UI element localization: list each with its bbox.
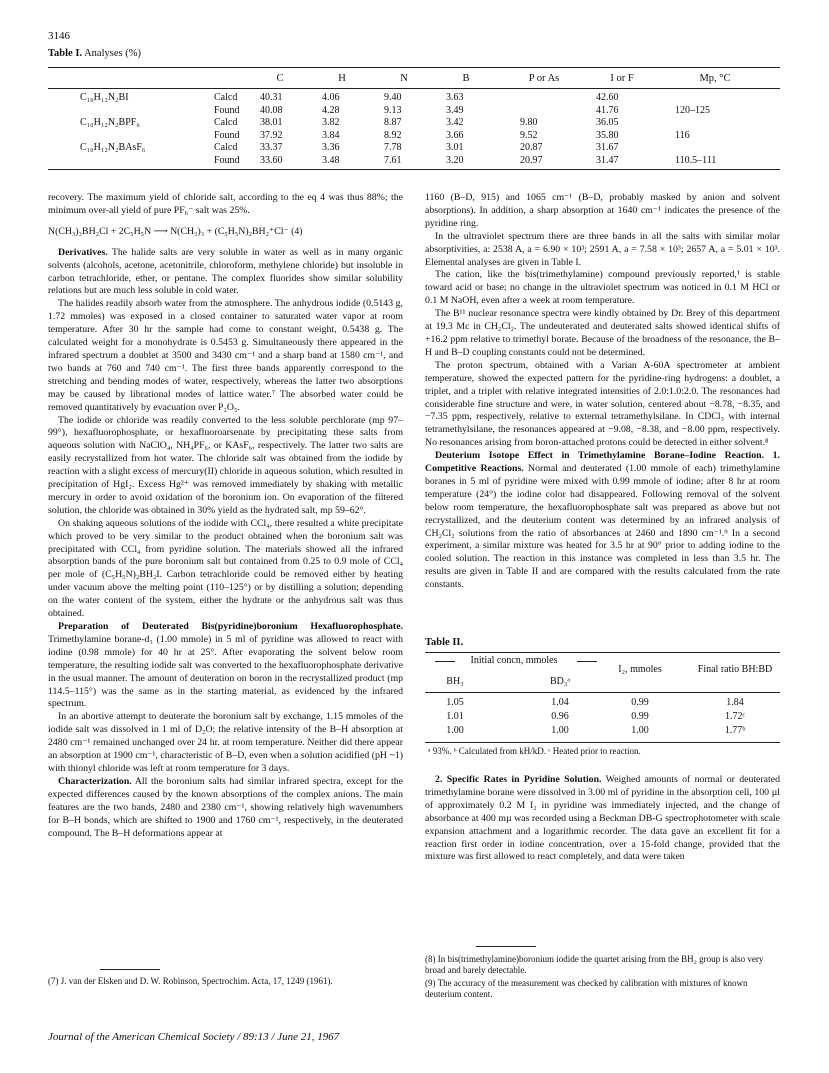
- table2-header-i2: I₂, mmoles: [618, 664, 662, 675]
- table1-row: [0, 105, 829, 117]
- table1-kind: Calcd: [214, 92, 238, 103]
- right-column-upper: [425, 192, 780, 592]
- table1-cell: 4.28: [322, 104, 340, 116]
- table2-cell: 1.77ᵇ: [724, 725, 746, 736]
- right-column-lower: [425, 774, 780, 864]
- table2-group-dash-right: [577, 661, 597, 662]
- table1-header-n: N: [400, 73, 408, 84]
- table1-cell: 38.01: [260, 117, 283, 128]
- table1-cell: 33.37: [260, 142, 283, 153]
- table2-cell: 0.99: [631, 711, 649, 722]
- left-footnote-rule: [100, 969, 160, 970]
- table2-cell: 1.72ᶜ: [724, 711, 746, 722]
- table1-cell: 110.5–111: [675, 154, 717, 166]
- table1-cell: 3.49: [446, 104, 464, 116]
- left-paragraph-perchlorate: The iodide or chloride was readily converted to the less soluble perchlorate (mp 97–99°), hexafluorophosphate, or hexafluoroarsenate by precipitating these salts from aqueous solution with NaClO₄, NH₄PF₆, or KAsF₆, respectively. The latter two salts are easily recrystallized from hot water. The chloride salt was obtained from the iodide by reaction with a slight excess of mercury(II) chloride in aqueous solution, which resulted in precipitation of HgI₂. Excess Hg²⁺ was removed immediately by shaking with metallic mercury in order to avoid oxidation of the boronium ion. On evaporation of the filtered solution, the chloride was obtained in 30% yield as the hydrated salt, mp 59–62°.: [48, 414, 403, 516]
- table1-cell: 31.67: [596, 142, 619, 153]
- table1-compound: C₁₀H₁₂N₂BPF₆: [80, 117, 140, 128]
- heading-isotope: Deuterium Isotope Effect in Trimethylamine Borane–Iodine Reaction. 1. Competitive Reactions.: [425, 450, 780, 475]
- table1-kind: Found: [214, 154, 240, 166]
- table1-header-mp: Mp, °C: [699, 73, 731, 84]
- table1-cell: 3.63: [446, 92, 464, 103]
- right-paragraph-cation: The cation, like the bis(trimethylamine) compound previously reported,¹ is stable toward acid or base; no change in the ultraviolet spectrum was noticed in 0.1 M HCl or 0.1 M NaOH, even after a week at room temperature.: [425, 269, 780, 307]
- table1-cell: 33.60: [260, 154, 283, 166]
- table1-cell: 3.42: [446, 117, 464, 128]
- table1-cell: 7.78: [384, 142, 402, 153]
- table1-cell: 20.97: [520, 154, 543, 166]
- table1-header-h: H: [338, 73, 346, 84]
- table1-header-i-or-f: I or F: [610, 73, 634, 84]
- left-paragraph-derivatives: [48, 247, 403, 299]
- text-preparation: Trimethylamine borane-d₃ (1.00 mmole) in 5 ml of pyridine was allowed to react with iodine (0.98 mmole) for 40 hr at 25°. After evaporating the solvent below room temperature, the resulting iodide salt was converted to the hexafluorophosphate derivative in the usual manner. The amount of deuteration on boron in the recrystallized product (mp 114.5–115°) was the same as in the starting material, as evidenced by the infrared spectrum.: [48, 633, 403, 710]
- table1-cell: 3.36: [322, 142, 340, 153]
- table1-kind: Calcd: [214, 117, 238, 128]
- table1-header-b: B: [462, 73, 470, 84]
- table1-caption-title: Analyses (%): [84, 48, 141, 59]
- table1-row: [0, 130, 829, 142]
- table2-footnotes: ᵃ 93%. ᵇ Calculated from kH/kD. ᶜ Heated prior to reaction.: [428, 746, 641, 756]
- table2-cell: 1.04: [551, 697, 569, 708]
- table1-row: [0, 155, 829, 167]
- table1-header-c: C: [276, 73, 284, 84]
- table1-cell: 9.13: [384, 104, 402, 116]
- table1-caption: [48, 48, 141, 59]
- table1-cell: 41.76: [596, 104, 619, 116]
- table2-caption: Table II.: [425, 637, 464, 648]
- table1-cell: 9.80: [520, 117, 538, 128]
- table1-kind: Found: [214, 104, 240, 116]
- right-paragraph-uv: In the ultraviolet spectrum there are three bands in all the salts with similar molar absorptivities, a: 2538 A, a = 6.90 × 10³; 2591 A, a = 7.58 × 10³; 2657 A, a = 5.01 × 10³. Elemental analyses are given in Table I.: [425, 230, 780, 268]
- table2-top-rule: [425, 652, 780, 653]
- equation-4: N(CH₃)₃BH₂Cl + 2C₅H₅N ⟶ N(CH₃)₃ + (C₅H₅N)₂BH₂⁺Cl⁻ (4): [48, 225, 303, 237]
- heading-derivatives: Derivatives.: [58, 246, 108, 258]
- table2-cell: 1.05: [446, 697, 464, 708]
- left-paragraph-exchange: In an abortive attempt to deuterate the boronium salt by exchange, 1.15 mmoles of the iodide salt was dissolved in 1 ml of D₂O; the relative intensity of the B–H absorption at 2480 cm⁻¹ remained unchanged over 24 hr. at room temperature. Neither did there appear an absorption at 1900 cm⁻¹, characteristic of B–D, even when a solution acidified (pH ~1) with thionyl chloride was left at room temperature for 3 days.: [48, 711, 403, 774]
- table1-cell: 9.52: [520, 129, 538, 141]
- right-paragraph-ir: 1160 (B–D, 915) and 1065 cm⁻¹ (B–D, probably masked by anion and solvent absorptions). In addition, a sharp absorption at 1640 cm⁻¹ indicates the presence of the pyridine ring.: [425, 192, 780, 229]
- table2-cell: 1.00: [446, 725, 464, 736]
- table1-cell: 40.31: [260, 92, 283, 103]
- table1-header-p-or-as: P or As: [528, 73, 560, 84]
- table1-top-rule: [48, 67, 780, 68]
- table2-group-dash-left: [435, 661, 455, 662]
- left-paragraph-ccl4: On shaking aqueous solutions of the iodide with CCl₄, there resulted a white precipitate which proved to be very similar to the product obtained when the boronium salt was precipitated with CCl₄ from pyridine solution. The materials showed all the infrared absorption bands of the pure boronium salt but contained from 0.25 to 0.9 mole of CCl₄ per mole of (C₅H₅N)₂BH₂I. Carbon tetrachloride could be removed either by heating under vacuum above the melting point (110–125°) or by distilling a solution; depending on the water content of the system, either the hydrate or the anhydrous salt was thus obtained.: [48, 517, 403, 620]
- right-paragraph-isotope: [425, 450, 780, 592]
- text-rates: Weighed amounts of normal or deuterated trimethylamine borane were dissolved in 3.00 ml of pyridine in the absorption cell, 100 µl of approximately 0.2 M I₂ in pyridine was immediately injected, and the change of absorbance at 400 mµ was recorded using a Beckman DB-G spectrophotometer with scale expansion attachment and a logarithmic recorder. The data gave an excellent fit for a reaction first order in iodine concentration, over a 15-fold change, provided that the mixture was first allowed to react completely, and data were taken: [425, 774, 780, 863]
- table2-header-rule: [425, 692, 780, 693]
- table2-header-bd3: BD₃ᵃ: [549, 676, 571, 687]
- table1-compound: C₁₀H₁₂N₂BAsF₆: [80, 142, 146, 153]
- text-isotope: Normal and deuterated (1.00 mmole of each) trimethylamine boranes in 5 ml of pyridine were mixed with 0.99 mmole of iodine; after 8 hr at room temperature (24°) the iodine color had disappeared. Following removal of the solvent below room temperature, the hexafluorophosphate salt was prepared as above but not recrystallized, and the deuterium content was determined by an infrared analysis of CH₂Cl₂ solutions from the ratio of absorbances at 2460 and 1890 cm⁻¹.⁹ In a second experiment, a similar mixture was heated for 3.5 hr at 90° prior to adding iodine to the cooled solution. The reaction in this instance was completed in less than 3.5 hr. The results are given in Table II and are compared with the results calculated from the rate constants.: [425, 463, 781, 591]
- heading-preparation: Preparation of Deuterated Bis(pyridine)boronium Hexafluorophosphate.: [58, 621, 403, 632]
- text-derivatives: The halide salts are very soluble in water as well as in many organic solvents (alcohols, acetone, acetonitrile, chloroform, methylene chloride) but insoluble in carbon tetrachloride, ether, or pentane. The complex fluorides show similar solubility relations but are much less soluble in cold water.: [48, 246, 403, 297]
- table1-cell: 3.66: [446, 129, 464, 141]
- journal-footer: Journal of the American Chemical Society / 89:13 / June 21, 1967: [48, 1031, 340, 1043]
- left-paragraph-preparation: [48, 621, 403, 711]
- heading-characterization: Characterization.: [58, 775, 132, 787]
- table1-cell: 3.01: [446, 142, 464, 153]
- left-paragraph-halides: The halides readily absorb water from the atmosphere. The anhydrous iodide (0.5143 g, 1.72 mmoles) was exposed in a closed container to saturated water vapor at room temperature. After 30 hr the sample had come to constant weight, 0.5438 g. The calculated weight for a monohydrate is 0.5453 g. Simultaneously there appeared in the infrared spectrum a doublet at 3500 and 3430 cm⁻¹ and a sharp band at 1580 cm⁻¹, and two bands at 760 and 740 cm⁻¹. The first three bands apparently correspond to the stretching and bending modes of water, respectively, whereas the latter two absorptions may be caused by librational modes of lattice water.⁷ The absorbed water could be removed quantitatively by evacuation over P₂O₅.: [48, 298, 403, 413]
- left-paragraph-recovery: recovery. The maximum yield of chloride salt, according to the eq 4 was thus 88%; the minimum over-all yield of pure PF₆⁻ salt was 25%.: [48, 192, 403, 216]
- table1-cell: 116: [675, 129, 690, 141]
- right-paragraph-proton: The proton spectrum, obtained with a Varian A-60A spectrometer at ambient temperature, showed the expected pattern for the pyridine-ring hydrogens: a doublet, a triplet, and a triplet with relative integrated intensities of 2.0:1.0:2.0. The resonances had considerable fine structure and were, in water solution, centered about −8.78, −8.35, and −7.35 ppm, respectively, relative to external tetramethylsilane. In CDCl₃ with internal tetramethylsilane, the resonances appeared at −9.08, −8.38, and −8.00 ppm, respectively. No resonances arising from boron-attached protons could be detected in either solvent.⁸: [425, 359, 780, 449]
- table2-cell: 0.99: [631, 697, 649, 708]
- table1-row: [0, 142, 829, 154]
- table1-cell: 3.82: [322, 117, 340, 128]
- table2-cell: 1.00: [551, 725, 569, 736]
- footnote-7: (7) J. van der Elsken and D. W. Robinson, Spectrochim. Acta, 17, 1249 (1961).: [48, 976, 333, 986]
- table1-cell: 8.87: [384, 117, 402, 128]
- table1-kind: Calcd: [214, 142, 238, 153]
- text-characterization: All the boronium salts had similar infrared spectra, except for the expected differences caused by the known absorptions of the complex anions. The main features are the two bands, 2480 and 2380 cm⁻¹, showing relatively high wavenumbers for B–H bonds, which are shifted to 1900 and 1760 cm⁻¹, respectively, in the deuterated compound. The B–H deformations appear at: [48, 775, 403, 839]
- table1-cell: 4.06: [322, 92, 340, 103]
- table1-cell: 36.05: [596, 117, 619, 128]
- table1-cell: 37.92: [260, 129, 283, 141]
- heading-rates: 2. Specific Rates in Pyridine Solution.: [435, 774, 602, 785]
- table1-row: [0, 92, 829, 104]
- left-paragraph-characterization: [48, 776, 403, 841]
- table1-cell: 8.92: [384, 129, 402, 141]
- table1-cell: 42.60: [596, 92, 619, 103]
- table1-cell: 7.61: [384, 154, 402, 166]
- page-number: 3146: [48, 30, 70, 42]
- table1-cell: 120–125: [675, 104, 710, 116]
- table1-cell: 3.20: [446, 154, 464, 166]
- right-paragraph-b11: The B¹¹ nuclear resonance spectra were kindly obtained by Dr. Brey of this department at 19.3 Mc in CH₂Cl₂. The undeuterated and deuterated salts showed identical shifts of +16.2 ppm relative to trimethyl borate. Because of the broadness of the resonance, the B–H and B–D coupling constants could not be determined.: [425, 308, 780, 358]
- table1-row: [0, 117, 829, 129]
- table2-header-ratio: Final ratio BH:BD: [697, 664, 773, 675]
- table2-cell: 1.00: [631, 725, 649, 736]
- table1-cell: 31.47: [596, 154, 619, 166]
- table1-compound: C₁₀H₁₂N₂BI: [80, 92, 129, 103]
- table2-header-bh3: BH₃: [446, 676, 464, 687]
- table2-cell: 0.96: [551, 711, 569, 722]
- table2-cell: 1.84: [726, 697, 744, 708]
- table1-header-rule: [48, 88, 780, 89]
- table1-cell: 3.48: [322, 154, 340, 166]
- table2-bottom-rule: [425, 742, 780, 743]
- table1-cell: 9.40: [384, 92, 402, 103]
- footnote-8: (8) In bis(trimethylamine)boronium iodide the quartet arising from the BH₂ group is also very broad and barely detectable.: [425, 954, 764, 975]
- footnote-9: (9) The accuracy of the measurement was checked by calibration with mixtures of known deuterium content.: [425, 978, 748, 999]
- table1-cell: 40.08: [260, 104, 283, 116]
- table2-cell: 1.01: [446, 711, 464, 722]
- table1-bottom-rule: [48, 169, 780, 170]
- table1-cell: 3.84: [322, 129, 340, 141]
- table2-group-header: Initial concn, mmoles: [470, 655, 558, 666]
- left-column: [48, 192, 403, 840]
- table1-cell: 35.80: [596, 129, 619, 141]
- table1-cell: 20.87: [520, 142, 543, 153]
- right-paragraph-rates: [425, 774, 780, 864]
- right-footnote-rule: [476, 946, 536, 947]
- table1-kind: Found: [214, 129, 240, 141]
- table1-caption-label: Table I.: [48, 48, 83, 59]
